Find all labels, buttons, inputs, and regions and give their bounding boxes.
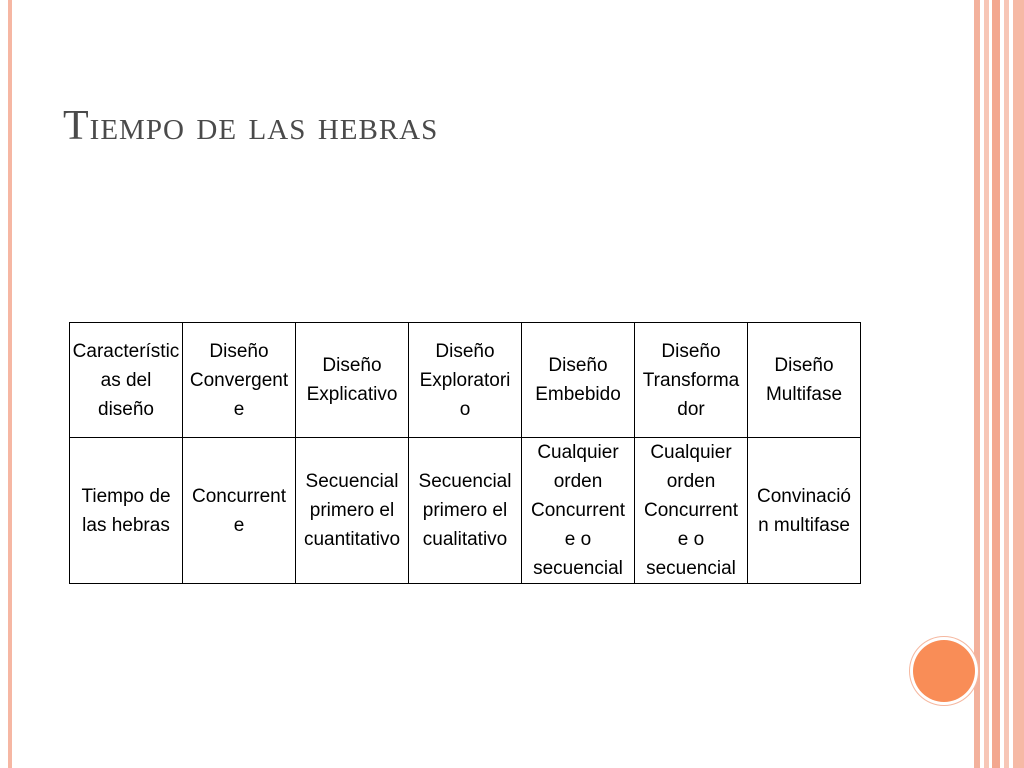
- table-cell: Convinació n multifase: [748, 438, 861, 584]
- table-cell: Tiempo de las hebras: [70, 438, 183, 584]
- decorative-circle: [913, 640, 975, 702]
- left-border-line: [8, 0, 12, 768]
- header-cell: Diseño Convergent e: [183, 323, 296, 438]
- stripe: [984, 0, 989, 768]
- design-table: [69, 322, 861, 584]
- table-header-row: [70, 323, 861, 438]
- table-cell: Cualquier orden Concurrent e o secuencial: [522, 438, 635, 584]
- header-cell: Diseño Embebido: [522, 323, 635, 438]
- header-cell: Diseño Transforma dor: [635, 323, 748, 438]
- header-cell: Diseño Multifase: [748, 323, 861, 438]
- table-cell: Secuencial primero el cuantitativo: [296, 438, 409, 584]
- table-cell: Secuencial primero el cualitativo: [409, 438, 522, 584]
- decorative-stripes: [974, 0, 1024, 768]
- table-row: [70, 438, 861, 584]
- table-cell: Cualquier orden Concurrent e o secuencial: [635, 438, 748, 584]
- header-cell: Característic as del diseño: [70, 323, 183, 438]
- header-cell: Diseño Explicativo: [296, 323, 409, 438]
- stripe: [974, 0, 980, 768]
- stripe: [1004, 0, 1009, 768]
- header-cell: Diseño Exploratori o: [409, 323, 522, 438]
- slide-title: Tiempo de las hebras: [63, 103, 439, 149]
- table-cell: Concurrent e: [183, 438, 296, 584]
- stripe: [992, 0, 1000, 768]
- stripe: [1013, 0, 1024, 768]
